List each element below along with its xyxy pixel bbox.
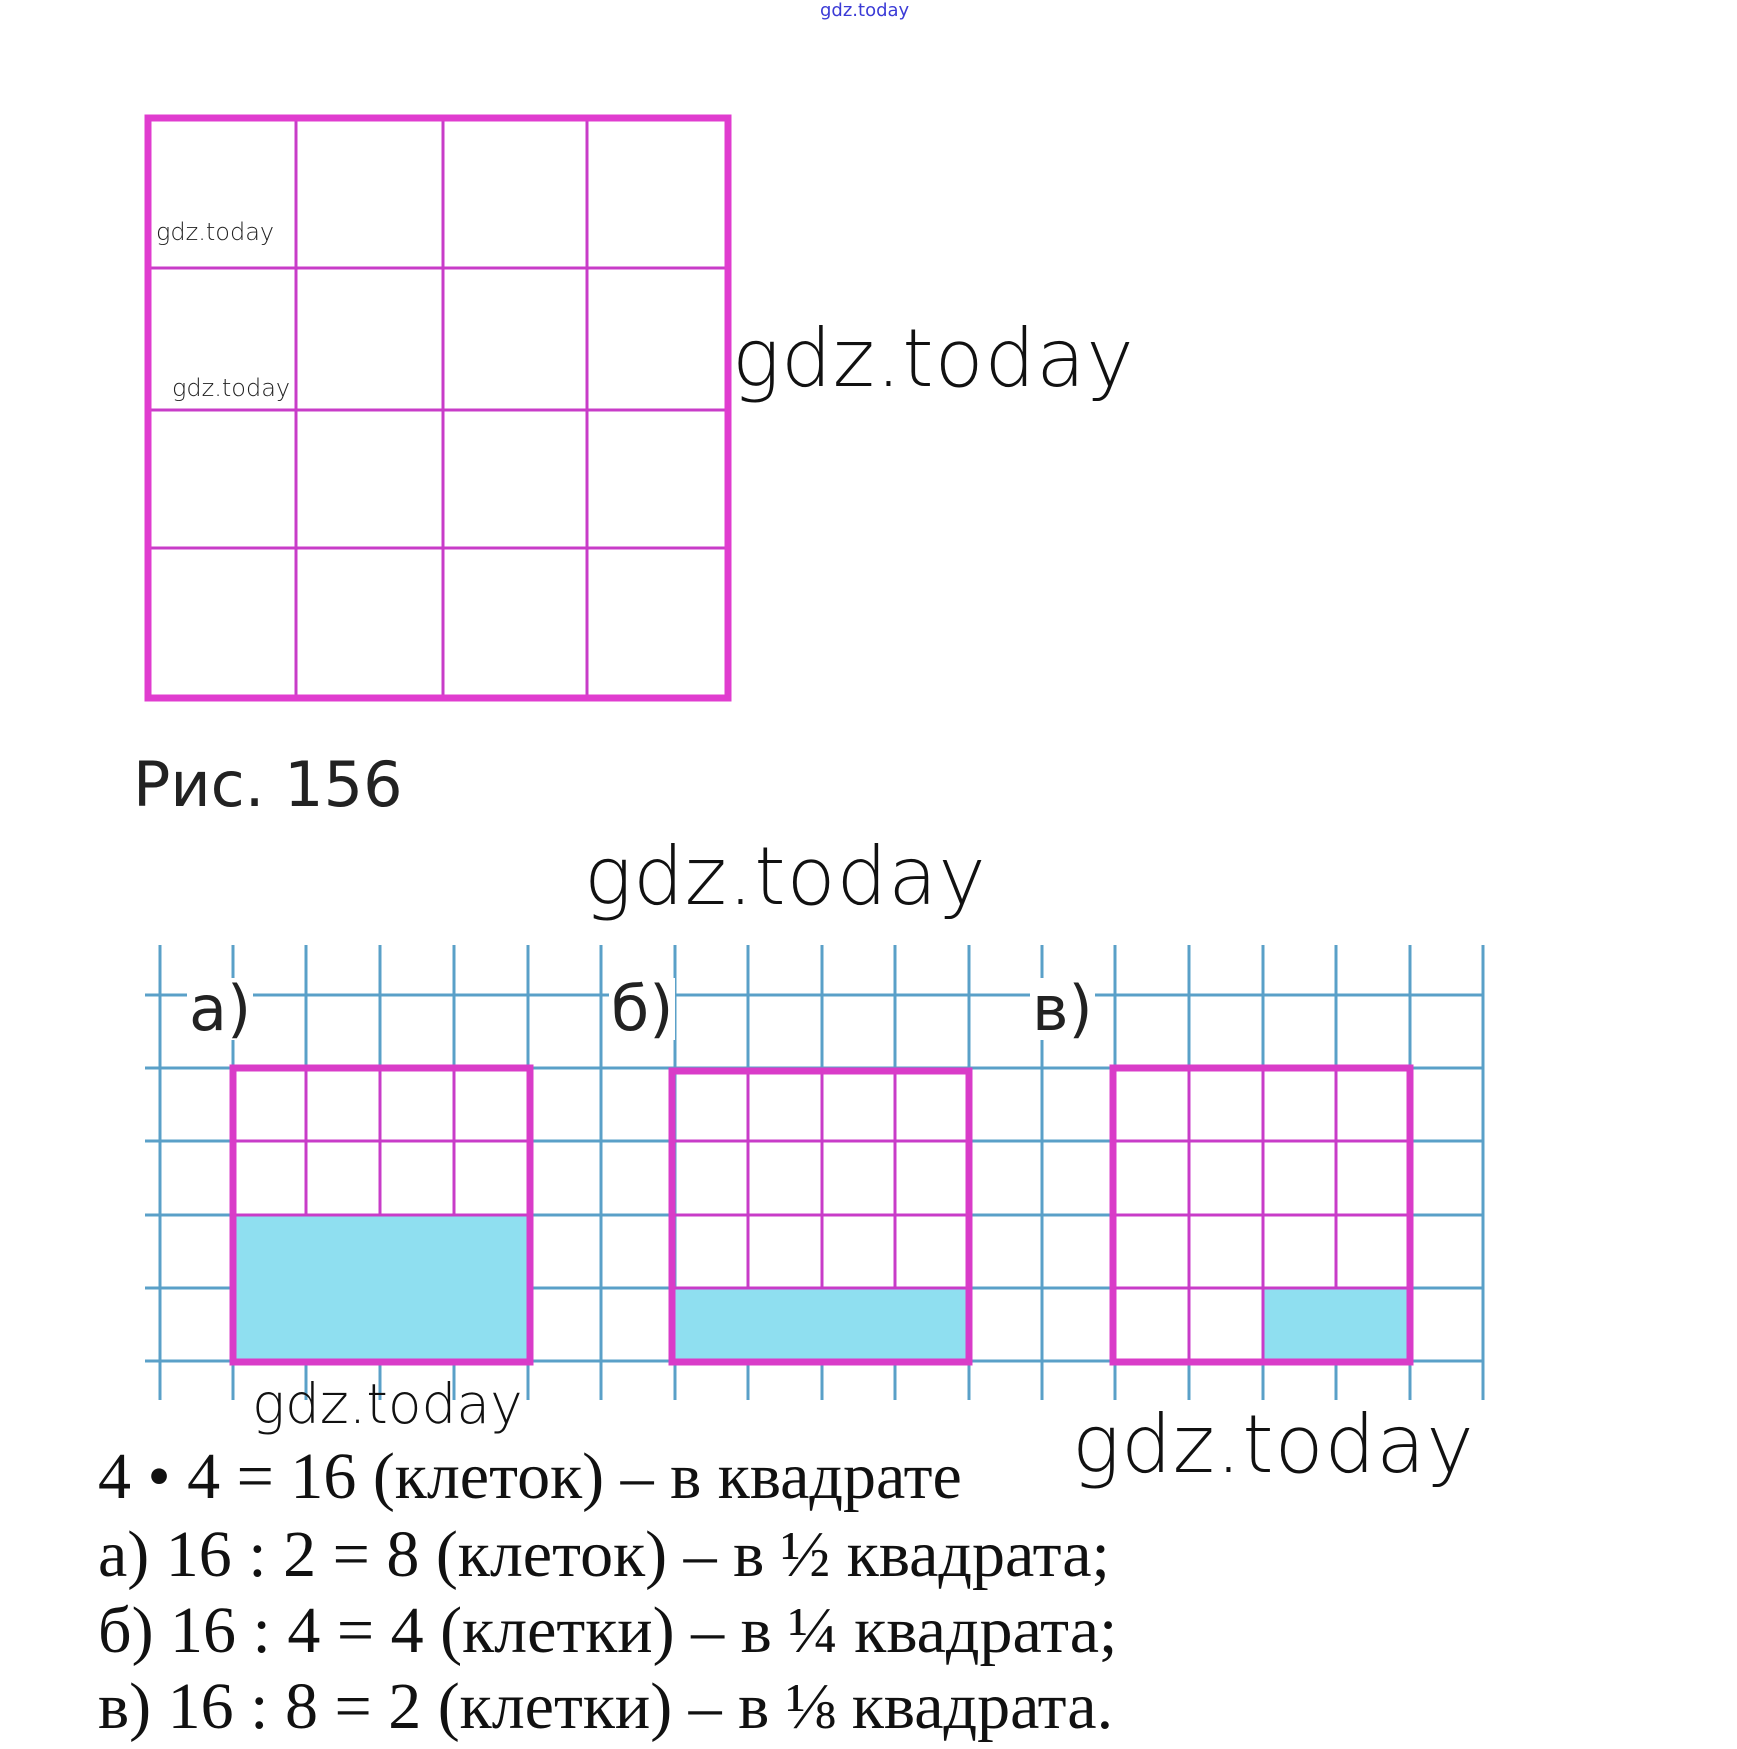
watermark-big-bottom-right: gdz.today: [1072, 1398, 1475, 1491]
watermark-big-center: gdz.today: [584, 830, 987, 923]
watermark-small-2: gdz.today: [172, 374, 291, 402]
example-a-shaded-area: [236, 1215, 530, 1361]
figure-156-border: [148, 118, 728, 698]
watermark-top: gdz.today: [820, 0, 910, 21]
figure-caption: Рис. 156: [133, 748, 403, 821]
watermark-big-right: gdz.today: [732, 312, 1135, 405]
solution-line-b: б) 16 : 4 = 4 (клетки) – в ¼ квадрата;: [98, 1594, 1118, 1667]
example-c-shaded-area: [1263, 1288, 1410, 1361]
example-b-shaded-area: [675, 1288, 969, 1361]
example-label-c: в): [1032, 972, 1093, 1045]
example-label-a: а): [189, 972, 252, 1045]
example-label-b: б): [611, 972, 674, 1045]
solution-line-total: 4 • 4 = 16 (клеток) – в квадрате: [98, 1440, 962, 1513]
watermark-small-1: gdz.today: [156, 218, 275, 246]
example-a-square: [233, 1068, 530, 1362]
example-c-square: [1113, 1068, 1410, 1362]
figure-156-grid: [148, 118, 728, 698]
solution-line-c: в) 16 : 8 = 2 (клетки) – в ⅛ квадрата.: [98, 1670, 1114, 1743]
watermark-mid-bottom-left: gdz.today: [252, 1372, 523, 1436]
solution-line-a: а) 16 : 2 = 8 (клеток) – в ½ квадрата;: [98, 1518, 1110, 1591]
example-b-square: [672, 1068, 969, 1362]
